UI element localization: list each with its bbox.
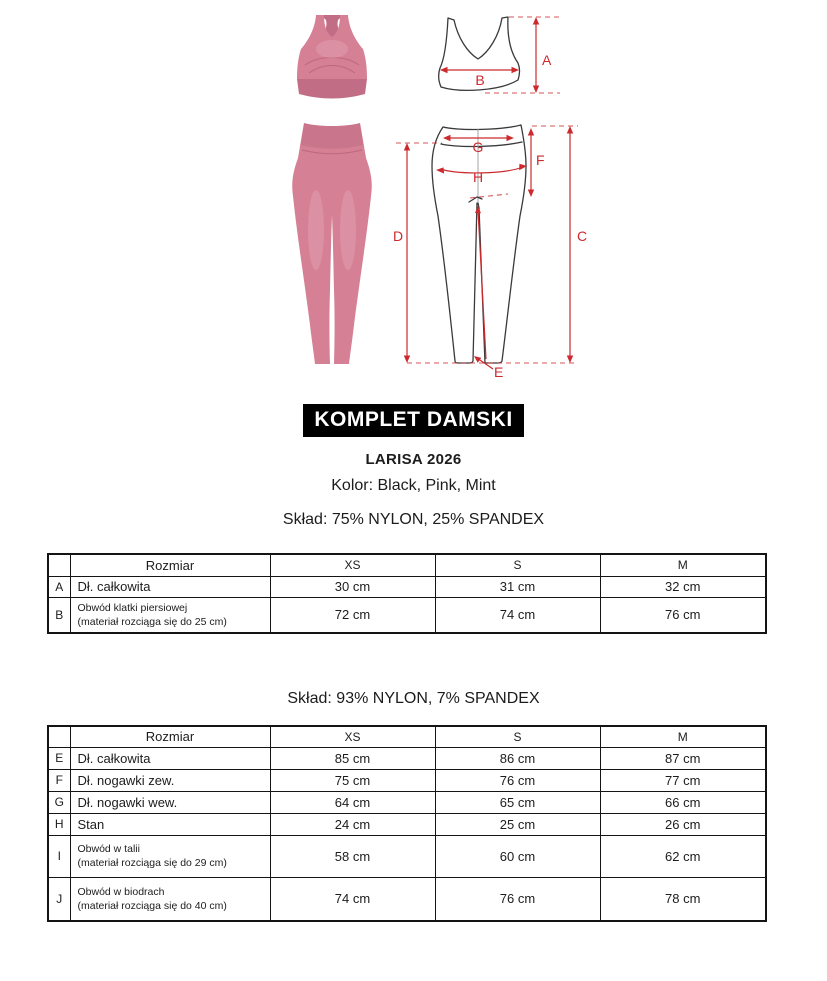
value-cell: 75 cm (270, 769, 435, 791)
value-cell: 87 cm (600, 747, 766, 769)
size-table-bottom (47, 725, 767, 922)
measure-letter-cell: B (48, 597, 70, 633)
leggings-waistband (301, 123, 363, 149)
value-cell: 76 cm (435, 877, 600, 921)
size-header-xs: XS (270, 554, 435, 576)
measure-label-g: G (472, 139, 484, 155)
leggings-outline (432, 125, 526, 363)
value-cell: 62 cm (600, 835, 766, 877)
leggings-body (292, 123, 372, 364)
measure-label-cell: Dł. całkowita (70, 747, 270, 769)
value-cell: 85 cm (270, 747, 435, 769)
sports-bra-photo (291, 13, 373, 113)
measure-label-cell (70, 597, 270, 633)
arrow-c-head-up (567, 126, 573, 134)
table-row (48, 813, 766, 835)
value-cell: 76 cm (435, 769, 600, 791)
measure-label-a: A (542, 52, 552, 68)
value-cell: 76 cm (600, 597, 766, 633)
measure-label-line1: Obwód w biodrach (77, 885, 165, 898)
bra-measurement-diagram (425, 8, 575, 113)
measure-label-cell: Dł. całkowita (70, 576, 270, 597)
color-options-line: Kolor: Black, Pink, Mint (331, 477, 496, 494)
value-cell: 78 cm (600, 877, 766, 921)
table-row (48, 726, 766, 747)
value-cell: 24 cm (270, 813, 435, 835)
value-cell: 26 cm (600, 813, 766, 835)
value-cell: 86 cm (435, 747, 600, 769)
arrow-d-head-down (404, 356, 410, 364)
table-row (48, 791, 766, 813)
arrow-g-head-left (443, 135, 451, 141)
measure-label-f: F (536, 152, 545, 168)
arrow-a-head-up (533, 17, 539, 25)
value-cell: 72 cm (270, 597, 435, 633)
measure-letter-cell: F (48, 769, 70, 791)
measure-letter-cell: I (48, 835, 70, 877)
title-banner (0, 404, 827, 437)
table-row (48, 747, 766, 769)
arrow-c-head-down (567, 356, 573, 364)
measure-label-cell: Dł. nogawki zew. (70, 769, 270, 791)
value-cell: 31 cm (435, 576, 600, 597)
measure-letter-cell: H (48, 813, 70, 835)
arrow-b-head-left (440, 67, 448, 73)
table-row (48, 554, 766, 576)
table-row (48, 835, 766, 877)
measure-letter-cell: E (48, 747, 70, 769)
leggings-measurement-diagram (390, 118, 595, 380)
size-header-xs: XS (270, 726, 435, 747)
value-cell: 66 cm (600, 791, 766, 813)
arrow-h-head-left (436, 167, 444, 173)
table-row (48, 877, 766, 921)
composition-bottom-line: Skład: 93% NYLON, 7% SPANDEX (287, 690, 540, 707)
value-cell: 58 cm (270, 835, 435, 877)
leggings-photo (288, 120, 376, 368)
table-row (48, 597, 766, 633)
value-cell: 77 cm (600, 769, 766, 791)
model-name: LARISA 2026 (365, 451, 462, 468)
arrow-e-head (474, 356, 481, 363)
measure-letter-cell: J (48, 877, 70, 921)
value-cell: 65 cm (435, 791, 600, 813)
bra-band (297, 79, 367, 99)
value-cell: 74 cm (270, 877, 435, 921)
value-cell: 64 cm (270, 791, 435, 813)
arrow-f-head-up (528, 128, 534, 136)
measure-label-cell (70, 835, 270, 877)
size-header-m: M (600, 554, 766, 576)
page-title: KOMPLET DAMSKI (303, 404, 523, 437)
measure-label-e: E (494, 364, 504, 380)
value-cell: 74 cm (435, 597, 600, 633)
table-row (48, 769, 766, 791)
measure-label-line1: Obwód klatki piersiowej (77, 601, 188, 614)
measure-label-cell (70, 877, 270, 921)
table-row (48, 576, 766, 597)
leg-highlight (308, 190, 324, 270)
arrow-d-head-up (404, 143, 410, 151)
value-cell: 30 cm (270, 576, 435, 597)
measure-label-d: D (393, 228, 404, 244)
size-table-top (47, 553, 767, 634)
measure-label-line2: (materiał rozciąga się do 40 cm) (77, 899, 227, 912)
measure-label-h: H (472, 169, 484, 185)
inseam-e-head-top (475, 206, 481, 213)
value-cell: 60 cm (435, 835, 600, 877)
arrow-f-head-down (528, 190, 534, 198)
value-cell: 32 cm (600, 576, 766, 597)
size-header-m: M (600, 726, 766, 747)
arrow-b-head-right (512, 67, 520, 73)
arrow-a-head-down (533, 86, 539, 94)
composition-top-line: Skład: 75% NYLON, 25% SPANDEX (282, 511, 545, 528)
corner-cell (48, 726, 70, 747)
measure-letter-cell: A (48, 576, 70, 597)
inseam-e-line (478, 210, 486, 359)
arrow-g-head-right (507, 135, 515, 141)
measure-label-line2: (materiał rozciąga się do 29 cm) (77, 857, 227, 869)
bra-highlight (316, 40, 348, 58)
rozmiar-header: Rozmiar (70, 554, 270, 576)
measure-letter-cell: G (48, 791, 70, 813)
measure-label-b: B (475, 72, 485, 88)
value-cell: 25 cm (435, 813, 600, 835)
measure-label-cell: Stan (70, 813, 270, 835)
measure-label-cell: Dł. nogawki wew. (70, 791, 270, 813)
corner-cell (48, 554, 70, 576)
measure-label-line1: Obwód w talii (77, 843, 140, 855)
size-header-s: S (435, 554, 600, 576)
measure-label-line2: (materiał rozciąga się do 25 cm) (77, 615, 227, 628)
rozmiar-header: Rozmiar (70, 726, 270, 747)
measure-label-c: C (577, 228, 588, 244)
leg-highlight (340, 190, 356, 270)
size-header-s: S (435, 726, 600, 747)
